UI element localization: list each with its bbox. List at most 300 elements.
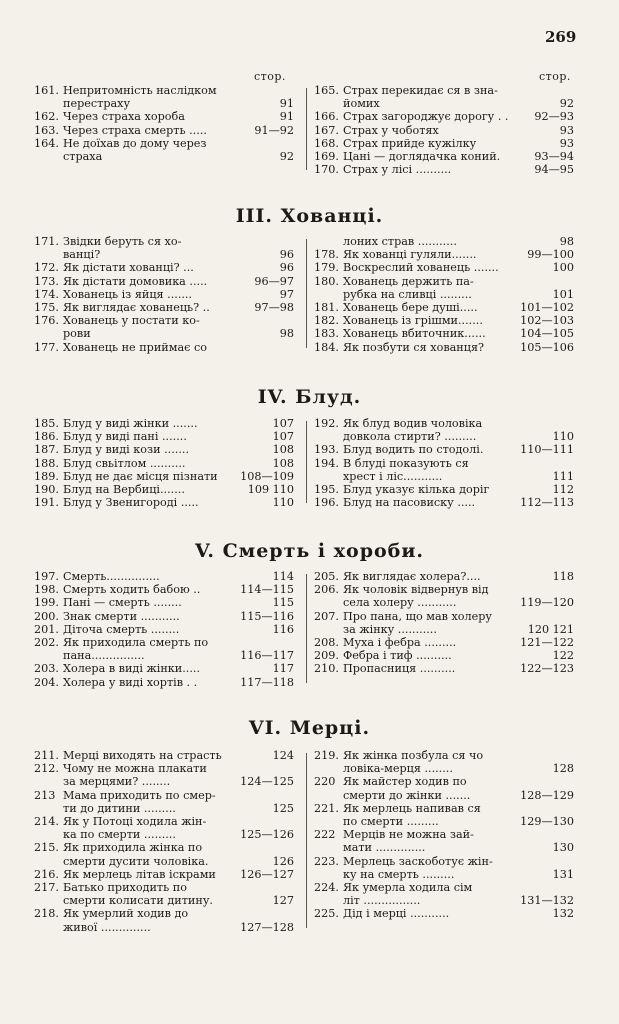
entry-number: 168. [314, 136, 339, 150]
entry-title [63, 841, 294, 867]
toc-entry [314, 110, 574, 123]
entry-number: 217. [34, 881, 59, 895]
entry-number: 196. [314, 496, 339, 510]
entry-text: Як приходила жінка по смерти дусити чоловіка. [63, 841, 209, 868]
toc-entry [34, 762, 294, 788]
toc-block-intro [34, 84, 574, 176]
entry-title [343, 649, 574, 662]
column-right [304, 84, 574, 176]
column-header-left: стор. [254, 70, 286, 83]
entry-number: 215. [34, 841, 59, 855]
entry-title [63, 470, 294, 483]
column-left [34, 235, 304, 354]
entry-text: Блуд у виді жінки ....... [63, 417, 198, 430]
entry-number: 162. [34, 110, 59, 124]
entry-text: Страх перекидає ся в зна- йомих [343, 84, 498, 111]
toc-block-section-4 [34, 417, 574, 509]
entry-number: 163. [34, 123, 59, 137]
entry-number: 214. [34, 815, 59, 829]
entry-page: 127 [272, 894, 294, 908]
entry-number: 207. [314, 609, 339, 623]
toc-entry [314, 570, 574, 583]
entry-title [343, 496, 574, 509]
entry-text: Смерть ходить бабою .. [63, 583, 201, 597]
entry-text: Воскреслий хованець ....... [343, 261, 499, 275]
entry-text: Діточа смерть ........ [63, 622, 180, 636]
entry-text: Як блуд водив чоловіка довкола стирти? ......... [343, 417, 483, 444]
entry-page: 108 [272, 443, 294, 457]
entry-title [63, 570, 294, 583]
entry-page: 109 110 [247, 483, 294, 497]
entry-page: 126—127 [240, 867, 294, 881]
toc-entry [34, 636, 294, 662]
entry-title [63, 110, 294, 123]
entry-text: Як майстер ходив по смерти до жінки ....... [343, 775, 471, 802]
entry-page: 101—102 [520, 301, 574, 315]
entry-page: 112—113 [520, 496, 574, 510]
entry-number: 225. [314, 907, 339, 921]
column-right [304, 235, 574, 354]
entry-text: Як хованці гуляли....... [343, 248, 477, 262]
entry-title [343, 84, 574, 110]
entry-text: Блуд водить по стодолі. [343, 443, 484, 457]
entry-text: Через страха смерть ..... [63, 123, 207, 137]
entry-number: 216. [34, 867, 59, 881]
entry-title [343, 636, 574, 649]
toc-entry [34, 443, 294, 456]
entry-page: 117 [272, 662, 294, 676]
entry-text: Як мерлець літав іскрами [63, 867, 216, 881]
entry-title [343, 881, 574, 907]
entry-page: 96 [279, 261, 294, 275]
entry-title [63, 314, 294, 340]
entry-page: 115 [272, 596, 294, 610]
entry-number: 173. [34, 274, 59, 288]
entry-page: 92 [279, 150, 294, 164]
toc-entry [314, 137, 574, 150]
entry-number: 176. [34, 314, 59, 328]
toc-entry [314, 248, 574, 261]
entry-page: 128—129 [520, 788, 574, 802]
entry-number: 181. [314, 301, 339, 315]
entry-text: Про пана, що мав холеру за жінку ........... [343, 609, 493, 636]
toc-block-section-3 [34, 235, 574, 354]
entry-text: Як умерлий ходив до живої .............. [63, 907, 189, 934]
entry-page: 96—97 [254, 274, 294, 288]
toc-entry [34, 235, 294, 261]
entry-title [343, 150, 574, 163]
entry-text: Блуд у Звенигороді ..... [63, 496, 199, 510]
entry-title [343, 662, 574, 675]
entry-page: 93—94 [534, 150, 574, 164]
entry-text: Смерть............... [63, 570, 160, 583]
entry-page: 99—100 [527, 248, 574, 262]
toc-entry [314, 662, 574, 675]
entry-title [343, 163, 574, 176]
column-right [304, 417, 574, 509]
entry-number: 187. [34, 443, 59, 457]
entry-number: 164. [34, 136, 59, 150]
entry-number: 205. [314, 570, 339, 583]
entry-number: 179. [314, 261, 339, 275]
entry-title [63, 749, 294, 762]
entry-page: 124 [272, 749, 294, 762]
toc-entry [314, 301, 574, 314]
entry-text: Як дістати домовика ..... [63, 274, 208, 288]
entry-number: 171. [34, 235, 59, 248]
toc-entry [34, 483, 294, 496]
entry-page: 104—105 [520, 327, 574, 341]
entry-number: 175. [34, 301, 59, 315]
entry-text: Хованець вбиточник...... [343, 327, 486, 341]
toc-entry [34, 124, 294, 137]
entry-number: 220 [314, 775, 336, 789]
toc-entry [34, 84, 294, 110]
entry-title [343, 301, 574, 314]
entry-page: 127—128 [240, 920, 294, 934]
entry-text: Як умерла ходила сім літ ................ [343, 881, 473, 908]
toc-entry [34, 314, 294, 340]
toc-entry [314, 907, 574, 920]
entry-page: 97 [279, 287, 294, 301]
entry-text: Страх загороджує дорогу . . [343, 110, 509, 124]
entry-title [63, 341, 294, 354]
entry-page: 98 [559, 235, 574, 248]
entry-page: 110 [272, 496, 294, 510]
entry-title [343, 802, 574, 828]
entry-title [343, 124, 574, 137]
toc-entry [34, 623, 294, 636]
entry-page: 110—111 [520, 443, 574, 457]
entry-title [63, 301, 294, 314]
entry-text: Хованець не приймає со [63, 340, 207, 354]
column-left [34, 84, 304, 176]
entry-text: Не доїхав до дому через страха [63, 136, 207, 164]
toc-entry [314, 855, 574, 881]
toc-entry [314, 649, 574, 662]
entry-text: Чому не можна плакати за мерцями? ........ [63, 762, 207, 789]
toc-entry [314, 124, 574, 137]
entry-number: 192. [314, 417, 339, 430]
entry-title [343, 775, 574, 801]
toc-entry [34, 841, 294, 867]
entry-title [63, 483, 294, 496]
entry-title [63, 636, 294, 662]
entry-number: 161. [34, 84, 59, 97]
toc-entry [314, 261, 574, 274]
entry-text: Холера в виді жінки..... [63, 662, 201, 676]
toc-entry [314, 341, 574, 354]
entry-text: Блуд у виді пані ....... [63, 430, 187, 444]
entry-page: 122—123 [520, 662, 574, 676]
toc-entry [314, 483, 574, 496]
entry-title [63, 583, 294, 596]
entry-title [343, 583, 574, 609]
entry-number: 180. [314, 274, 339, 288]
entry-page: 93 [559, 123, 574, 137]
toc-entry [34, 417, 294, 430]
entry-text: Як позбути ся хованця? [343, 340, 484, 354]
entry-text: Пропасниця .......... [343, 662, 456, 676]
entry-title [343, 327, 574, 340]
entry-title [343, 314, 574, 327]
entry-page: 97—98 [254, 301, 294, 315]
toc-entry [314, 749, 574, 775]
entry-number: 212. [34, 762, 59, 776]
entry-title [343, 749, 574, 775]
column-right [304, 749, 574, 934]
page-number: 269 [545, 28, 577, 46]
entry-number: 194. [314, 456, 339, 470]
entry-text: Як приходила смерть по пана............... [63, 636, 209, 663]
entry-text: Цані — доглядачка коний. [343, 150, 501, 164]
entry-page: 129—130 [520, 815, 574, 829]
entry-text: Страх у чоботях [343, 123, 439, 137]
entry-number: 182. [314, 314, 339, 328]
entry-text: Фебра і тиф .......... [343, 649, 452, 663]
entry-text: Хованець із грішми....... [343, 314, 483, 328]
entry-text: Звідки беруть ся хо- ванці? [63, 235, 182, 262]
entry-number: 188. [34, 456, 59, 470]
toc-entry [314, 457, 574, 483]
toc-entry [34, 583, 294, 596]
entry-number [314, 235, 343, 248]
entry-page: 125 [272, 801, 294, 815]
entry-number: 185. [34, 417, 59, 430]
entry-title [343, 855, 574, 881]
entry-text: Блуд не дає місця пізнати [63, 469, 218, 483]
entry-number: 166. [314, 110, 339, 124]
entry-number: 224. [314, 881, 339, 895]
entry-page: 96 [279, 248, 294, 262]
entry-title [63, 124, 294, 137]
entry-number: 190. [34, 483, 59, 497]
toc-entry [34, 341, 294, 354]
entry-text: Страх у лісі .......... [343, 163, 452, 177]
entry-title [343, 341, 574, 354]
entry-number: 174. [34, 287, 59, 301]
entry-page: 91 [279, 110, 294, 124]
toc-entry [314, 235, 574, 248]
toc-entry [34, 275, 294, 288]
entry-title [63, 762, 294, 788]
section-title-4: IV. Блуд. [257, 386, 362, 408]
toc-entry [34, 907, 294, 933]
section-title-6: VI. Мерці. [248, 717, 371, 739]
toc-entry [314, 881, 574, 907]
entry-number: 200. [34, 609, 59, 623]
column-header-right: стор. [539, 70, 571, 83]
entry-title [63, 596, 294, 609]
entry-number: 204. [34, 675, 59, 689]
section-title-5: V. Смерть і хороби. [194, 540, 425, 562]
entry-number: 199. [34, 596, 59, 610]
entry-page: 114 [272, 570, 294, 583]
entry-page: 121—122 [520, 636, 574, 650]
entry-text: Як жінка позбула ся чо ловіка-мерця ........ [343, 749, 484, 776]
entry-page: 117—118 [240, 675, 294, 689]
entry-page: 105—106 [520, 340, 574, 354]
toc-entry [34, 430, 294, 443]
entry-page: 107 [272, 430, 294, 444]
entry-title [63, 496, 294, 509]
entry-text: лоних страв ........... [343, 235, 457, 248]
entry-number: 202. [34, 636, 59, 650]
entry-title [343, 457, 574, 483]
entry-page: 108—109 [240, 469, 294, 483]
entry-title [63, 137, 294, 163]
entry-text: Блуд указує кілька доріг [343, 483, 490, 497]
toc-entry [314, 327, 574, 340]
entry-text: Як виглядає хованець? .. [63, 301, 210, 315]
entry-page: 132 [552, 907, 574, 921]
entry-number: 208. [314, 636, 339, 650]
toc-entry [34, 301, 294, 314]
entry-page: 120 121 [527, 622, 574, 636]
toc-entry [34, 470, 294, 483]
entry-page: 115—116 [240, 609, 294, 623]
entry-title [63, 789, 294, 815]
column-left [34, 749, 304, 934]
entry-page: 102—103 [520, 314, 574, 328]
entry-text: Хованець бере душі..... [343, 301, 478, 315]
entry-number: 165. [314, 84, 339, 97]
entry-title [343, 570, 574, 583]
entry-number: 177. [34, 340, 59, 354]
entry-number: 222 [314, 828, 336, 842]
column-right [304, 570, 574, 689]
entry-page: 118 [552, 570, 574, 583]
entry-number: 191. [34, 496, 59, 510]
entry-text: В блуді показують ся хрест і ліс........... [343, 456, 469, 483]
toc-entry [34, 749, 294, 762]
entry-title [343, 907, 574, 920]
entry-text: Непритомність наслідком перестраху [63, 84, 217, 111]
entry-page: 116 [272, 622, 294, 636]
entry-page: 119—120 [520, 596, 574, 610]
entry-text: Знак смерти ........... [63, 609, 180, 623]
entry-number: 186. [34, 430, 59, 444]
entry-text: Як дістати хованці? ... [63, 261, 194, 275]
entry-title [343, 417, 574, 443]
entry-title [63, 443, 294, 456]
entry-title [63, 907, 294, 933]
toc-entry [314, 150, 574, 163]
entry-text: Мерлець заскоботує жін- ку на смерть ......... [343, 854, 493, 881]
toc-entry [34, 676, 294, 689]
entry-number: 221. [314, 801, 339, 815]
entry-title [343, 248, 574, 261]
entry-text: Пані — смерть ........ [63, 596, 182, 610]
entry-text: Холера у виді хортів . . [63, 675, 198, 689]
entry-title [63, 676, 294, 689]
entry-title [63, 417, 294, 430]
entry-text: Мерці виходять на страсть [63, 749, 222, 762]
entry-page: 131 [552, 867, 574, 881]
entry-page: 92 [559, 97, 574, 111]
toc-entry [34, 596, 294, 609]
toc-entry [314, 828, 574, 854]
toc-entry [34, 789, 294, 815]
toc-entry [314, 417, 574, 443]
entry-text: Батько приходить по смерти колисати дитину. [63, 881, 213, 908]
column-left [34, 417, 304, 509]
toc-entry [314, 275, 574, 301]
entry-page: 125—126 [240, 828, 294, 842]
toc-entry [34, 881, 294, 907]
entry-number: 201. [34, 622, 59, 636]
toc-entry [314, 443, 574, 456]
entry-page: 130 [552, 841, 574, 855]
entry-text: Через страха хороба [63, 110, 185, 124]
entry-title [343, 137, 574, 150]
entry-title [343, 275, 574, 301]
entry-text: Блуд у виді кози ....... [63, 443, 190, 457]
entry-number: 213 [34, 788, 56, 802]
entry-title [63, 261, 294, 274]
entry-number: 218. [34, 907, 59, 921]
entry-number: 169. [314, 150, 339, 164]
toc-entry [314, 314, 574, 327]
toc-entry [34, 610, 294, 623]
entry-title [343, 610, 574, 636]
entry-text: Хованець держить па- рубка на сливці ......... [343, 274, 474, 301]
entry-number: 198. [34, 583, 59, 597]
entry-page: 114—115 [240, 583, 294, 597]
section-title-3: III. Хованці. [235, 205, 384, 227]
entry-number: 193. [314, 443, 339, 457]
toc-entry [34, 288, 294, 301]
entry-title [343, 235, 574, 248]
entry-page: 124—125 [240, 775, 294, 789]
entry-number: 197. [34, 570, 59, 583]
toc-entry [34, 815, 294, 841]
entry-page: 111 [552, 469, 574, 483]
entry-number: 195. [314, 483, 339, 497]
toc-entry [34, 868, 294, 881]
entry-page: 128 [552, 762, 574, 776]
entry-number: 170. [314, 163, 339, 177]
entry-title [63, 881, 294, 907]
entry-page: 100 [552, 261, 574, 275]
entry-text: Як мерлець напивав ся по смерти ......... [343, 801, 481, 829]
entry-number: 206. [314, 583, 339, 597]
toc-entry [314, 775, 574, 801]
toc-entry [314, 610, 574, 636]
entry-text: Дід і мерці ........... [343, 907, 450, 921]
entry-number: 167. [314, 123, 339, 137]
toc-entry [34, 496, 294, 509]
entry-page: 101 [552, 287, 574, 301]
entry-number: 209. [314, 649, 339, 663]
toc-entry [314, 496, 574, 509]
entry-number: 223. [314, 854, 339, 868]
entry-text: Хованець у постати ко- рови [63, 314, 200, 341]
entry-title [343, 443, 574, 456]
entry-title [63, 235, 294, 261]
entry-text: Хованець із яйця ....... [63, 287, 193, 301]
entry-text: Блуд на пасовиску ..... [343, 496, 476, 510]
entry-text: Мерців не можна зай- мати .............. [343, 828, 474, 855]
entry-number: 219. [314, 749, 339, 762]
toc-entry [34, 662, 294, 675]
entry-page: 110 [552, 430, 574, 444]
toc-entry [34, 110, 294, 123]
toc-entry [314, 84, 574, 110]
column-left [34, 570, 304, 689]
entry-text: Муха і фебра ......... [343, 636, 457, 650]
entry-title [343, 110, 574, 123]
